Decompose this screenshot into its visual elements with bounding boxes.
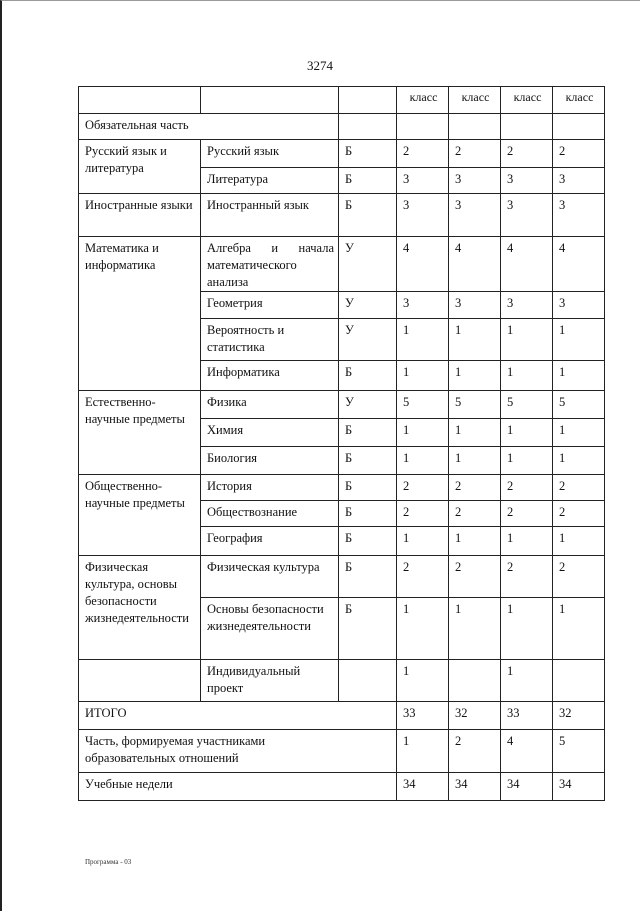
hours-cell: 32 — [449, 702, 501, 730]
total-row — [79, 702, 605, 730]
hours-cell: 1 — [501, 660, 553, 702]
hours-cell: 1 — [397, 527, 449, 556]
hours-cell: 2 — [397, 140, 449, 168]
hours-cell: 3 — [449, 292, 501, 319]
hours-cell: 2 — [553, 140, 605, 168]
hours-cell: 3 — [397, 168, 449, 194]
hours-cell: 2 — [501, 556, 553, 598]
hours-cell: 3 — [397, 194, 449, 237]
level-cell: Б — [339, 361, 397, 391]
hours-cell: 2 — [449, 501, 501, 527]
hours-cell: 2 — [553, 475, 605, 501]
level-cell: Б — [339, 419, 397, 447]
cell — [449, 114, 501, 140]
hours-cell: 1 — [553, 447, 605, 475]
subject-name: Вероятность и статистика — [201, 319, 339, 361]
hours-cell: 2 — [397, 475, 449, 501]
hours-cell: 1 — [449, 527, 501, 556]
level-cell: У — [339, 319, 397, 361]
table-row — [79, 194, 605, 237]
hours-cell: 1 — [553, 319, 605, 361]
hours-cell: 4 — [553, 237, 605, 292]
hours-cell: 2 — [397, 501, 449, 527]
hours-cell: 1 — [501, 598, 553, 660]
hours-cell: 5 — [397, 391, 449, 419]
subject-name: Алгебра и начала математического анализа — [201, 237, 339, 292]
cell — [79, 660, 201, 702]
hours-cell: 33 — [501, 702, 553, 730]
hours-cell: 3 — [397, 292, 449, 319]
level-cell: У — [339, 292, 397, 319]
table-row — [79, 391, 605, 419]
hours-cell: 1 — [501, 361, 553, 391]
table-row — [79, 475, 605, 501]
level-cell: У — [339, 391, 397, 419]
subject-name: Физика — [201, 391, 339, 419]
subject-name: Геометрия — [201, 292, 339, 319]
subject-name: Информатика — [201, 361, 339, 391]
hours-cell: 2 — [449, 475, 501, 501]
hours-cell: 3 — [501, 194, 553, 237]
hours-cell: 2 — [501, 140, 553, 168]
hours-cell: 1 — [553, 361, 605, 391]
hours-cell: 3 — [553, 168, 605, 194]
subject-name: Химия — [201, 419, 339, 447]
hours-cell: 34 — [449, 773, 501, 801]
table-row — [79, 660, 605, 702]
hours-cell: 1 — [397, 447, 449, 475]
subject-name: Литература — [201, 168, 339, 194]
hours-cell: 1 — [553, 527, 605, 556]
hours-cell — [553, 660, 605, 702]
weeks-label: Учебные недели — [79, 773, 397, 801]
cell — [397, 114, 449, 140]
subject-area: Общественно-научные предметы — [79, 475, 201, 556]
subject-name: Индивидуальный проект — [201, 660, 339, 702]
header-class: класс — [397, 87, 449, 114]
level-cell: Б — [339, 447, 397, 475]
page-number: 3274 — [307, 58, 333, 73]
level-cell: У — [339, 237, 397, 292]
hours-cell: 1 — [397, 361, 449, 391]
hours-cell: 1 — [449, 447, 501, 475]
hours-cell: 1 — [449, 419, 501, 447]
hours-cell: 1 — [501, 419, 553, 447]
subject-name: История — [201, 475, 339, 501]
hours-cell: 34 — [501, 773, 553, 801]
hours-cell: 34 — [553, 773, 605, 801]
subject-name: География — [201, 527, 339, 556]
subject-name: Физическая культура — [201, 556, 339, 598]
hours-cell: 2 — [397, 556, 449, 598]
subject-name: Иностранный язык — [201, 194, 339, 237]
hours-cell: 4 — [397, 237, 449, 292]
hours-cell: 3 — [553, 292, 605, 319]
table-row — [79, 140, 605, 168]
section-row — [79, 114, 605, 140]
hours-cell: 3 — [553, 194, 605, 237]
subject-name: Обществознание — [201, 501, 339, 527]
hours-cell: 1 — [553, 598, 605, 660]
table-row — [79, 556, 605, 598]
hours-cell: 1 — [397, 319, 449, 361]
hours-cell: 1 — [397, 419, 449, 447]
hours-cell: 32 — [553, 702, 605, 730]
header-class: класс — [553, 87, 605, 114]
hours-cell — [449, 660, 501, 702]
total-label: ИТОГО — [79, 702, 397, 730]
hours-cell: 1 — [449, 319, 501, 361]
header-blank-area — [79, 87, 201, 114]
hours-cell: 2 — [553, 501, 605, 527]
header-class: класс — [449, 87, 501, 114]
hours-cell: 34 — [397, 773, 449, 801]
hours-cell: 2 — [449, 556, 501, 598]
hours-cell: 1 — [449, 361, 501, 391]
hours-cell: 1 — [397, 730, 449, 773]
hours-cell: 1 — [501, 319, 553, 361]
hours-cell: 33 — [397, 702, 449, 730]
level-cell: Б — [339, 556, 397, 598]
subject-area: Физическая культура, основы безопасности жизнедеятельности — [79, 556, 201, 660]
subject-name: Русский язык — [201, 140, 339, 168]
hours-cell: 1 — [553, 419, 605, 447]
hours-cell: 2 — [449, 140, 501, 168]
elective-label: Часть, формируемая участниками образовательных отношений — [79, 730, 397, 773]
level-cell: Б — [339, 527, 397, 556]
hours-cell: 3 — [501, 168, 553, 194]
subject-area: Русский язык и литература — [79, 140, 201, 194]
hours-cell: 5 — [501, 391, 553, 419]
hours-cell: 5 — [553, 730, 605, 773]
mandatory-section-label: Обязательная часть — [79, 114, 339, 140]
table-header-row — [79, 87, 605, 114]
hours-cell: 3 — [501, 292, 553, 319]
level-cell — [339, 660, 397, 702]
hours-cell: 1 — [449, 598, 501, 660]
level-cell: Б — [339, 194, 397, 237]
level-cell: Б — [339, 598, 397, 660]
hours-cell: 4 — [449, 237, 501, 292]
level-cell: Б — [339, 168, 397, 194]
hours-cell: 1 — [501, 527, 553, 556]
hours-cell: 5 — [553, 391, 605, 419]
header-blank-subject — [201, 87, 339, 114]
hours-cell: 3 — [449, 194, 501, 237]
header-class: класс — [501, 87, 553, 114]
hours-cell: 3 — [449, 168, 501, 194]
level-cell: Б — [339, 140, 397, 168]
hours-cell: 2 — [501, 501, 553, 527]
hours-cell: 4 — [501, 237, 553, 292]
cell — [553, 114, 605, 140]
subject-area: Естественно-научные предметы — [79, 391, 201, 475]
subject-area: Иностранные языки — [79, 194, 201, 237]
cell — [339, 114, 397, 140]
subject-name: Биология — [201, 447, 339, 475]
weeks-row — [79, 773, 605, 801]
hours-cell: 2 — [501, 475, 553, 501]
subject-area: Математика и информатика — [79, 237, 201, 391]
hours-cell: 1 — [501, 447, 553, 475]
header-blank-level — [339, 87, 397, 114]
hours-cell: 5 — [449, 391, 501, 419]
level-cell: Б — [339, 475, 397, 501]
elective-row — [79, 730, 605, 773]
hours-cell: 2 — [553, 556, 605, 598]
hours-cell: 1 — [397, 598, 449, 660]
hours-cell: 2 — [449, 730, 501, 773]
curriculum-table — [78, 86, 605, 801]
hours-cell: 1 — [397, 660, 449, 702]
subject-name: Основы безопасности жизнедеятельности — [201, 598, 339, 660]
table-row — [79, 237, 605, 292]
footer-note: Программа - 03 — [85, 858, 132, 866]
cell — [501, 114, 553, 140]
hours-cell: 4 — [501, 730, 553, 773]
level-cell: Б — [339, 501, 397, 527]
